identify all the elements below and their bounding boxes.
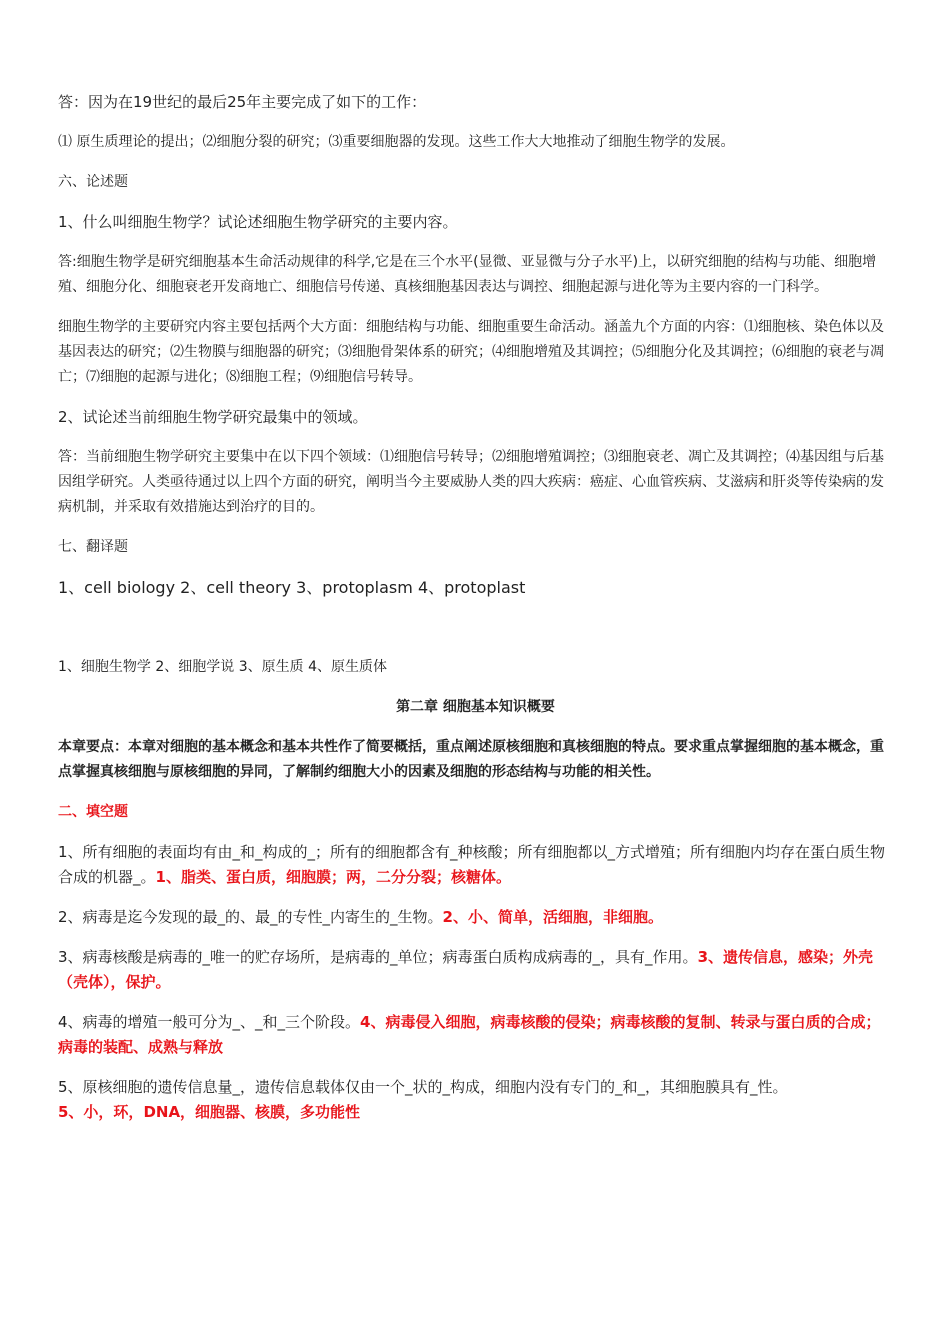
fill-blank-item-5	[58, 1075, 893, 1125]
fill-blank-item-3	[58, 945, 893, 995]
fill-blank-item-1	[58, 840, 893, 890]
section2-title: 二、填空题	[58, 804, 128, 820]
question-2: 2、试论述当前细胞生物学研究最集中的领域。	[58, 408, 368, 426]
answer-intro: 答：因为在19世纪的最后25年主要完成了如下的工作：	[58, 93, 427, 111]
fill-blank-question: 5、原核细胞的遗传信息量_，遗传信息载体仅由一个_状的_构成，细胞内没有专门的_和_，其细胞膜具有_性。	[58, 1078, 788, 1096]
fill-blank-answer: 1、脂类、蛋白质，细胞膜；两，二分分裂；核糖体。	[155, 868, 511, 886]
fill-blank-item-4	[58, 1010, 893, 1060]
fill-blank-answer: 2、小、简单，活细胞，非细胞。	[442, 908, 663, 926]
fill-blank-item-2	[58, 905, 893, 930]
answer-1-paragraph-2: 细胞生物学的主要研究内容主要包括两个大方面：细胞结构与功能、细胞重要生命活动。涵盖九个方面的内容：⑴细胞核、染色体以及基因表达的研究；⑵生物膜与细胞器的研究；⑶细胞骨架体系的研究；⑷细胞增殖及其调控；⑸细胞分化及其调控；⑹细胞的衰老与凋亡；⑺细胞的起源与进化；⑻细胞工程；⑼细胞信号转导。	[58, 319, 884, 385]
fill-blank-question: 2、病毒是迄今发现的最_的、最_的专性_内寄生的_生物。	[58, 908, 443, 926]
section6-title: 六、论述题	[58, 174, 128, 190]
fill-blank-question: 1、所有细胞的表面均有由_和_构成的_；所有的细胞都含有_种核酸；所有细胞都以_方式增殖；所有细胞内均存在蛋白质生物合成的机器_。	[58, 843, 886, 886]
answer-2: 答：当前细胞生物学研究主要集中在以下四个领域：⑴细胞信号转导；⑵细胞增殖调控；⑶细胞衰老、凋亡及其调控；⑷基因组与后基因组学研究。人类亟待通过以上四个方面的研究，阐明当今主要威胁人类的四大疾病：癌症、心血管疾病、艾滋病和肝炎等传染病的发病机制，并采取有效措施达到治疗的目的。	[58, 449, 884, 515]
fill-blank-question: 3、病毒核酸是病毒的_唯一的贮存场所，是病毒的_单位；病毒蛋白质构成病毒的_，具有_作用。	[58, 948, 698, 966]
chapter-2-title: 第二章 细胞基本知识概要	[396, 699, 555, 715]
fill-blank-answer: 5、小，环，DNA，细胞器、核膜，多功能性	[58, 1103, 361, 1121]
section7-title: 七、翻译题	[58, 539, 128, 555]
chapter-2-key-points: 本章要点：本章对细胞的基本概念和基本共性作了简要概括，重点阐述原核细胞和真核细胞的特点。要求重点掌握细胞的基本概念，重点掌握真核细胞与原核细胞的异同，了解制约细胞大小的因素及细胞的形态结构与功能的相关性。	[58, 739, 884, 780]
fill-blank-question: 4、病毒的增殖一般可分为_、_和_三个阶段。	[58, 1013, 361, 1031]
translate-english: 1、cell biology 2、cell theory 3、protoplasm 4、protoplast	[58, 578, 526, 597]
question-1: 1、什么叫细胞生物学？试论述细胞生物学研究的主要内容。	[58, 213, 458, 231]
fill-blank-answer: 4、病毒侵入细胞，病毒核酸的侵染；病毒核酸的复制、转录与蛋白质的合成；病毒的装配、成熟与释放	[58, 1013, 881, 1056]
document-page	[58, 90, 893, 1140]
fill-blank-answer: 3、遗传信息，感染；外壳（壳体），保护。	[58, 948, 874, 991]
answer-1-paragraph-1: 答:细胞生物学是研究细胞基本生命活动规律的科学,它是在三个水平(显微、亚显微与分子水平)上，以研究细胞的结构与功能、细胞增殖、细胞分化、细胞衰老开发商地亡、细胞信号传递、真核细胞基因表达与调控、细胞起源与进化等为主要内容的一门科学。	[58, 254, 877, 295]
blank-spacer	[58, 600, 893, 655]
translate-chinese: 1、细胞生物学 2、细胞学说 3、原生质 4、原生质体	[58, 659, 387, 675]
answer-items: ⑴ 原生质理论的提出；⑵细胞分裂的研究；⑶重要细胞器的发现。这些工作大大地推动了细胞生物学的发展。	[58, 134, 735, 150]
